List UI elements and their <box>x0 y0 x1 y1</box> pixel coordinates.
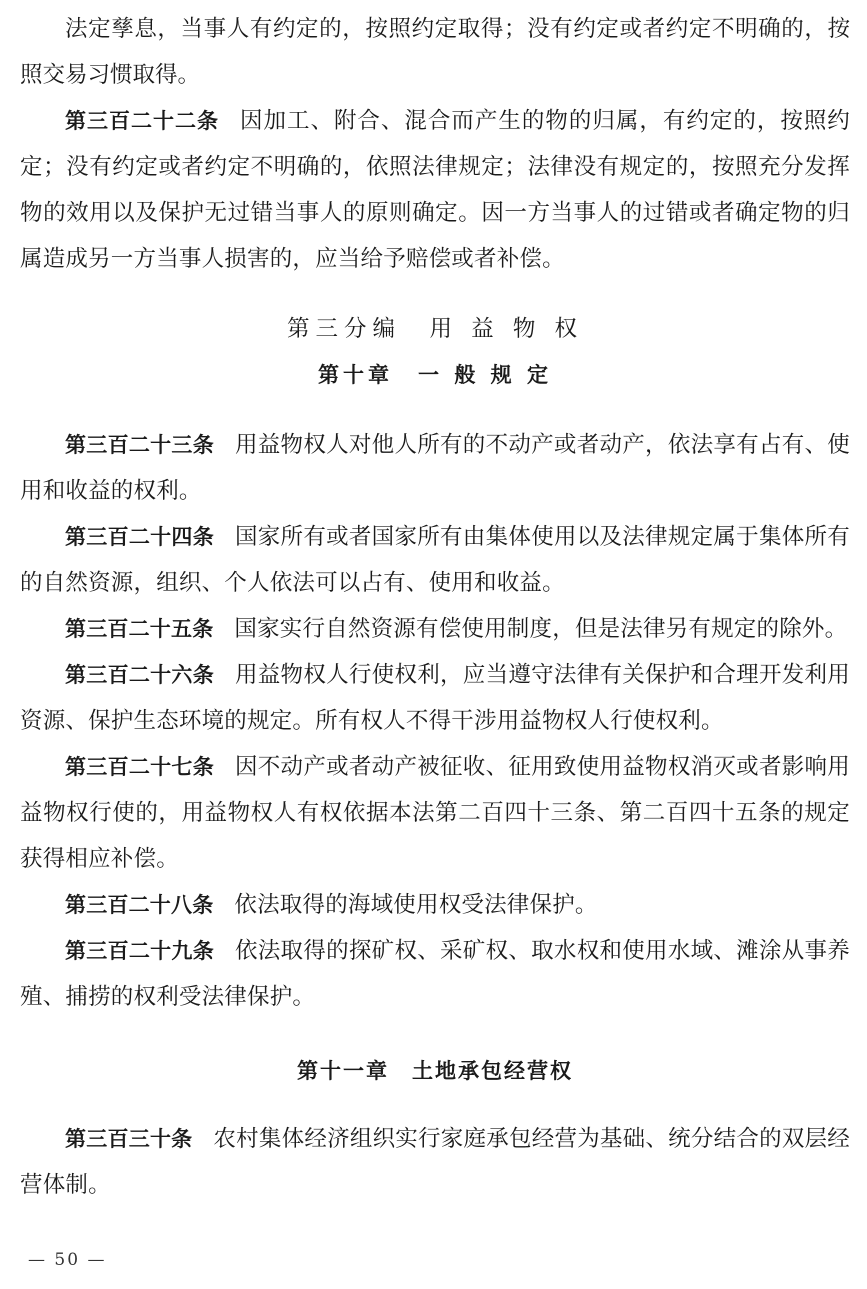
article-322 <box>20 98 850 282</box>
article-327 <box>20 744 850 882</box>
article-number: 第三百二十七条 <box>65 755 214 779</box>
chapter-10-title: 第十章 一 般 规 定 <box>318 363 552 387</box>
page-number: — 50 — <box>28 1250 107 1270</box>
article-text: 依法取得的探矿权、采矿权、取水权和使用水域、滩涂从事养殖、捕捞的权利受法律保护。 <box>20 938 851 1010</box>
part-title: 第三分编 用 益 物 权 <box>287 316 583 342</box>
article-326 <box>20 652 850 744</box>
article-number: 第三百二十六条 <box>65 663 214 687</box>
article-324 <box>20 514 850 606</box>
article-number: 第三百二十八条 <box>65 893 214 917</box>
article-number: 第三百二十五条 <box>65 617 214 641</box>
article-text: 因加工、附合、混合而产生的物的归属，有约定的，按照约定；没有约定或者约定不明确的，依照法律规定；法律没有规定的，按照充分发挥物的效用以及保护无过错当事人的原则确定。因一方当事人的过错或者确定物的归属造成另一方当事人损害的，应当给予赔偿或者补偿。 <box>20 108 851 272</box>
article-328 <box>20 882 850 928</box>
document-page <box>20 6 850 1208</box>
article-text: 用益物权人行使权利，应当遵守法律有关保护和合理开发利用资源、保护生态环境的规定。所有权人不得干涉用益物权人行使权利。 <box>20 662 851 734</box>
article-text: 农村集体经济组织实行家庭承包经营为基础、统分结合的双层经营体制。 <box>20 1126 850 1198</box>
article-number: 第三百二十二条 <box>65 109 219 133</box>
article-text: 依法取得的海域使用权受法律保护。 <box>234 892 598 918</box>
intro-paragraph: 法定孳息，当事人有约定的，按照约定取得；没有约定或者约定不明确的，按照交易习惯取得。 <box>20 16 850 88</box>
article-number: 第三百二十三条 <box>65 433 214 457</box>
article-text: 国家所有或者国家所有由集体使用以及法律规定属于集体所有的自然资源，组织、个人依法可以占有、使用和收益。 <box>20 524 851 596</box>
article-number: 第三百三十条 <box>65 1127 193 1151</box>
chapter-11-title: 第十一章 土地承包经营权 <box>297 1059 573 1083</box>
article-325 <box>20 606 850 652</box>
article-323 <box>20 422 850 514</box>
article-number: 第三百二十四条 <box>65 525 214 549</box>
article-number: 第三百二十九条 <box>65 939 214 963</box>
article-text: 因不动产或者动产被征收、征用致使用益物权消灭或者影响用益物权行使的，用益物权人有权依据本法第二百四十三条、第二百四十五条的规定获得相应补偿。 <box>20 754 851 872</box>
article-text: 用益物权人对他人所有的不动产或者动产，依法享有占有、使用和收益的权利。 <box>20 432 851 504</box>
article-text: 国家实行自然资源有偿使用制度，但是法律另有规定的除外。 <box>234 616 848 642</box>
article-329 <box>20 928 850 1020</box>
article-330 <box>20 1116 850 1208</box>
